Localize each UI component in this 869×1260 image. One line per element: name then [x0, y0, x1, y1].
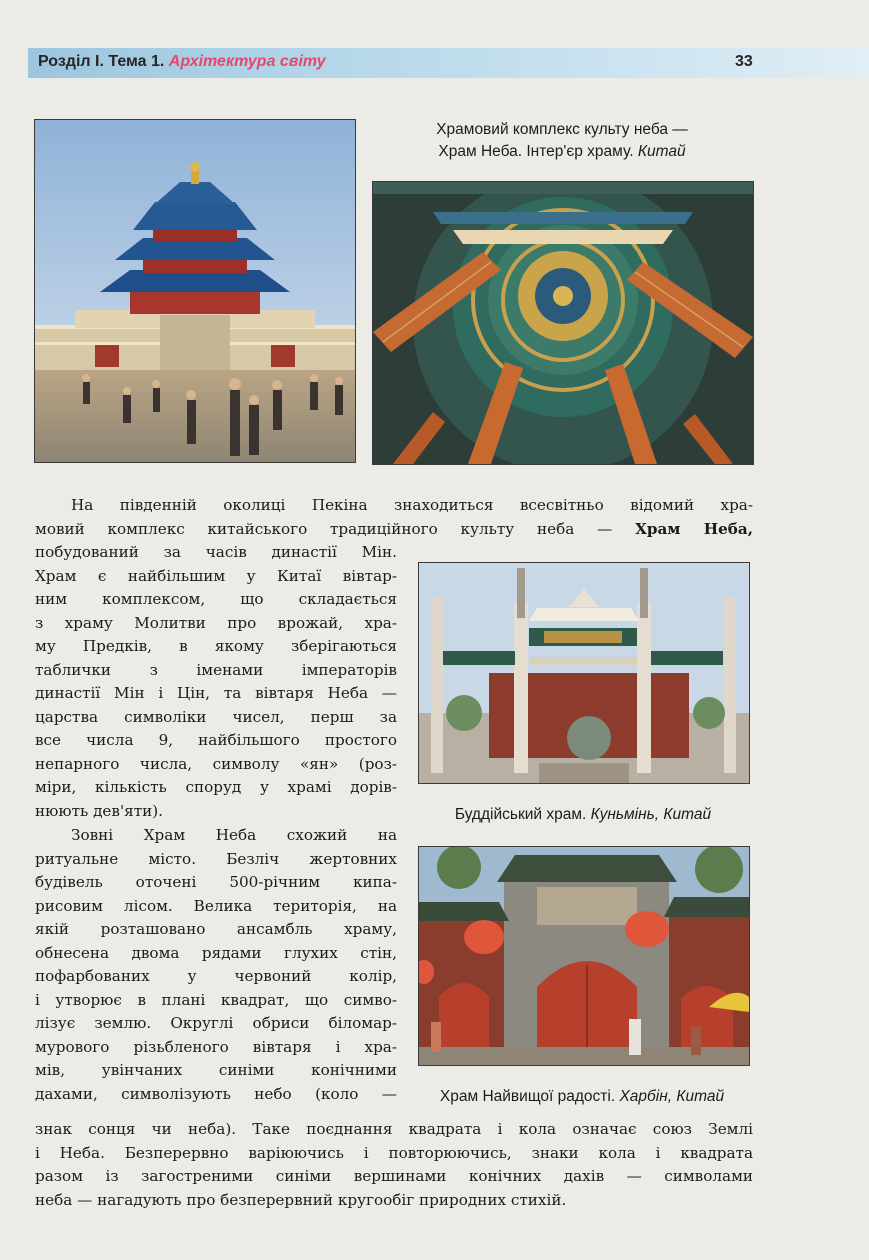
- text-line: і Неба. Безперервно варіюючись і повторюючись, знаки кола і квадрата: [35, 1143, 753, 1162]
- text-line: знак сонця чи неба). Таке поєднання квадрата і кола означає союз Землі: [35, 1120, 753, 1138]
- caption-temple-of-heaven: [372, 119, 752, 163]
- page-number: 33: [735, 53, 753, 70]
- paragraph-2-wide: [35, 1118, 753, 1212]
- text-line: непарного числа, символу «ян» (роз-: [35, 754, 397, 773]
- paragraph-2-column: [35, 824, 397, 1106]
- caption-buddhist-place: Куньмінь, Китай: [590, 806, 712, 823]
- text-line: побудований за часів династії Мін.: [35, 543, 397, 561]
- caption-temple-main: Храмовий комплекс культу неба —: [436, 121, 688, 138]
- text-line: дахами, символізують небо (коло —: [35, 1084, 397, 1103]
- text-line: якій розташовано ансамбль храму,: [35, 920, 397, 938]
- photo-supreme-joy-temple: [418, 846, 750, 1066]
- text-line: царства символіки чисел, перш за: [35, 707, 397, 726]
- text-line: все числа 9, найбільшого простого: [35, 731, 397, 749]
- text-line: лізує землю. Округлі обриси біломар-: [35, 1014, 397, 1032]
- text-line: з храму Молитви про врожай, хра-: [35, 613, 397, 632]
- text-line: му Предків, в якому зберігаються: [35, 637, 397, 655]
- caption-supreme-joy-temple: Храм Найвищої радості. Харбін, Китай: [439, 1088, 725, 1105]
- text-line: мурового різьбленого вівтаря і хра-: [35, 1037, 397, 1056]
- text-line: мів, увінчаних синіми конічними: [35, 1061, 397, 1079]
- caption-temple-sub: Храм Неба. Інтер'єр храму. Китай: [438, 143, 686, 160]
- caption-buddhist-temple: Буддійський храм. Куньмінь, Китай: [454, 806, 712, 823]
- paragraph-1-intro: [35, 494, 753, 541]
- photo-temple-of-heaven: [34, 119, 356, 463]
- text-line: мовий комплекс китайського традиційного культу неба — Храм Неба,: [35, 519, 754, 538]
- text-line: ним комплексом, що складається: [35, 590, 397, 608]
- caption-temple-place: Китай: [637, 143, 686, 160]
- photo-temple-interior: [372, 181, 754, 465]
- text-line: будівель оточені 500-річним кипа-: [35, 873, 397, 891]
- text-line: рисовим лісом. Велика територія, на: [35, 896, 397, 915]
- text-line: міри, кількість споруд у храмі дорів-: [35, 778, 397, 796]
- text-line: Зовні Храм Неба схожий на: [71, 826, 397, 844]
- running-header: [38, 53, 326, 73]
- text-line: обнесена двома рядами глухих стін,: [35, 943, 397, 962]
- topic-title: Архітектура світу: [168, 53, 326, 70]
- paragraph-1-column: [35, 541, 397, 823]
- text-line: пофарбованих у червоний колір,: [35, 967, 397, 985]
- text-line: династії Мін і Цін, та вівтаря Неба —: [35, 684, 397, 702]
- bold-term: Храм Неба,: [635, 519, 754, 538]
- text-line: На південній околиці Пекіна знаходиться всесвітньо відомий хра-: [71, 496, 753, 514]
- section-label: Розділ І. Тема 1.: [38, 53, 165, 70]
- text-line: таблички з іменами імператорів: [35, 660, 397, 679]
- caption-supreme-joy-place: Харбін, Китай: [619, 1088, 725, 1105]
- text-line: ритуальне місто. Безліч жертовних: [35, 849, 397, 868]
- text-line: Храм є найбільшим у Китаї вівтар-: [35, 566, 397, 585]
- text-line: неба — нагадують про безперервний кругообіг природних стихій.: [35, 1190, 567, 1209]
- photo-buddhist-temple: [418, 562, 750, 784]
- text-line: нюють дев'яти).: [35, 801, 163, 820]
- text-line: і утворює в плані квадрат, що симво-: [35, 990, 397, 1009]
- text-line: разом із загостреними синіми вершинами конічних дахів — символами: [35, 1167, 753, 1185]
